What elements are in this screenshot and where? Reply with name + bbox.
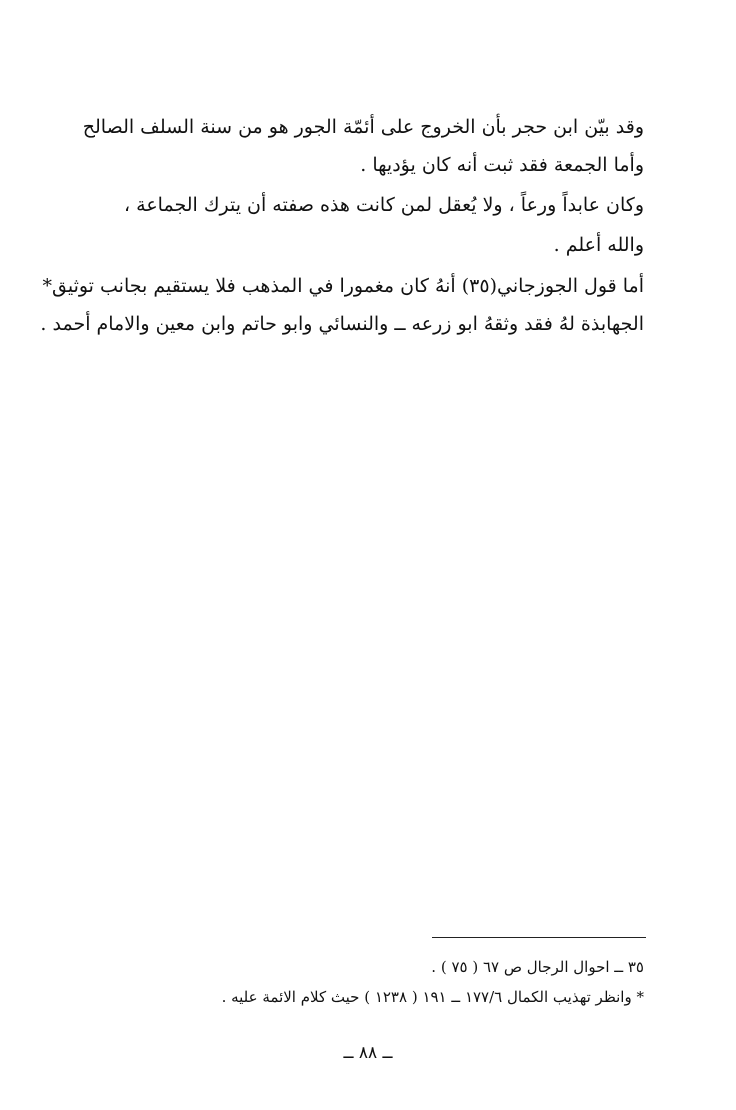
paragraph-1-line-1: وقد بيّن ابن حجر بأن الخروج على أئمّة الجور هو من سنة السلف الصالح (82, 116, 644, 138)
footnote-35: ٣٥ ــ احوال الرجال ص ٦٧ ( ٧٥ ) . (431, 958, 644, 976)
paragraph-2-line-1: وكان عابداً ورعاً ، ولا يُعقل لمن كانت هذه صفته أن يترك الجماعة ، (123, 194, 644, 216)
footnote-asterisk: * وانظر تهذيب الكمال ١٧٧/٦ ــ ١٩١ ( ١٢٣٨ ) حيث كلام الائمة عليه . (221, 988, 644, 1006)
footnote-separator (432, 937, 646, 938)
paragraph-1-line-2: وأما الجمعة فقد ثبت أنه كان يؤديها . (360, 154, 644, 176)
page-number: ــ ٨٨ ــ (343, 1043, 393, 1063)
paragraph-2-line-2: والله أعلم . (553, 234, 644, 256)
paragraph-3-line-1: أما قول الجوزجاني(٣٥) أنهُ كان مغمورا في المذهب فلا يستقيم بجانب توثيق* (42, 275, 644, 297)
paragraph-3-line-2: الجهابذة لهُ فقد وثقهُ ابو زرعه ــ والنسائي وابو حاتم وابن معين والامام أحمد . (40, 313, 644, 335)
